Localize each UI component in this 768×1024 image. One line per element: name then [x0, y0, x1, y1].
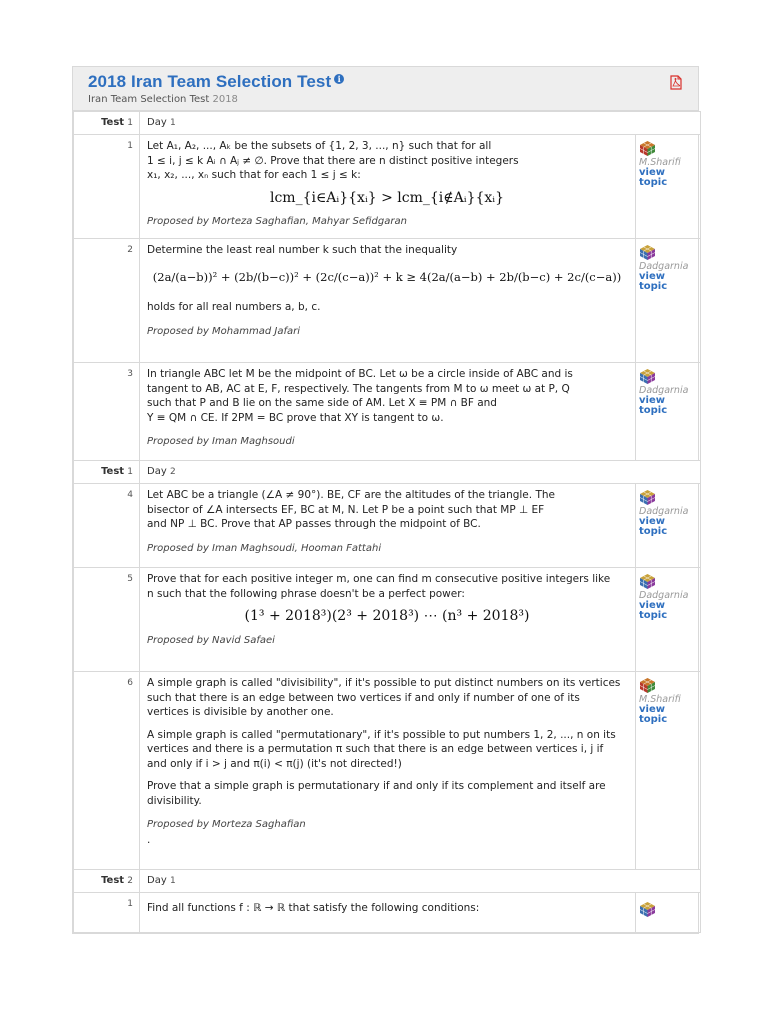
view-topic-link[interactable]: view topic	[639, 600, 668, 621]
contest-title[interactable]	[88, 72, 344, 92]
view-topic-link[interactable]: view topic	[639, 704, 668, 725]
poster-cell	[636, 239, 701, 363]
problem-row	[74, 672, 701, 870]
problem-statement: A simple graph is called "divisibility", if it's possible to put distinct numbers on its vertices such that there is an edge between two vertices if and only if number of one of its vertices is divisible by another one. A simple graph is called "permutationary", if it's possible to put numbers 1, 2, ..., n on its vertices and there is a permutation π such that there is an edge between vertices i, j if and only if i > j and π(i) < π(j) (it's not directed!) Prove that a simple graph is permutationary if and only if its complement and itself are divisibility. Proposed by Morteza Saghafian .	[140, 672, 636, 870]
problem-author: Proposed by Morteza Saghafian	[147, 819, 306, 830]
poster-cell	[636, 672, 701, 870]
section-day: Day 1	[140, 112, 701, 135]
problem-author: Proposed by Morteza Saghafian, Mahyar Sefidgaran	[147, 216, 407, 227]
problem-number: 2	[74, 239, 140, 363]
problem-row	[74, 363, 701, 461]
pdf-icon[interactable]	[670, 75, 682, 90]
cube-avatar-icon[interactable]	[639, 244, 656, 261]
section-label: Test 1	[74, 461, 140, 484]
section-label: Test 1	[74, 112, 140, 135]
topic-list-panel	[72, 66, 699, 934]
problem-statement: In triangle ABC let M be the midpoint of BC. Let ω be a circle inside of ABC and is tangent to AB, AC at E, F, respectively. The tangents from M to ω meet ω at P, Q such that P and B lie on the same side of AM. Let X ≡ PM ∩ BF and Y ≡ QM ∩ CE. If 2PM = BC prove that XY is tangent to ω. Proposed by Iman Maghsoudi	[140, 363, 636, 461]
problem-number: 4	[74, 484, 140, 568]
problem-row	[74, 893, 701, 933]
contest-header	[73, 67, 698, 111]
problem-row	[74, 135, 701, 239]
problem-number: 3	[74, 363, 140, 461]
problem-row	[74, 568, 701, 672]
display-formula: lcm_{i∈Aᵢ}{xᵢ} > lcm_{i∉Aᵢ}{xᵢ}	[269, 189, 505, 206]
section-day: Day 1	[140, 870, 701, 893]
problem-number: 5	[74, 568, 140, 672]
problem-author: Proposed by Mohammad Jafari	[147, 325, 301, 337]
poster-name[interactable]: Dadgarnia	[639, 506, 689, 517]
view-topic-link[interactable]: view topic	[639, 516, 668, 537]
display-formula: (1³ + 2018³)(2³ + 2018³) ⋯ (n³ + 2018³)	[244, 608, 530, 624]
poster-cell	[636, 363, 701, 461]
cube-avatar-icon[interactable]	[639, 489, 656, 506]
cube-avatar-icon[interactable]	[639, 677, 656, 694]
problem-statement: Let A₁, A₂, ..., Aₖ be the subsets of {1, 2, 3, ..., n} such that for all 1 ≤ i, j ≤ k Aᵢ ∩ Aⱼ ≠ ∅. Prove that there are n distinct positive integers x₁, x₂, ..., xₙ such that for each 1 ≤ j ≤ k: lcm_{i∈Aᵢ}{xᵢ} > lcm_{i∉Aᵢ}{xᵢ} Proposed by Morteza Saghafian, Mahyar Sefidgaran	[140, 135, 636, 239]
problem-statement: Prove that for each positive integer m, one can find m consecutive positive integers like n such that the following phrase doesn't be a perfect power: (1³ + 2018³)(2³ + 2018³) ⋯ (n³ + 2018³) Proposed by Navid Safaei	[140, 568, 636, 672]
view-topic-link[interactable]: view topic	[639, 271, 668, 292]
cube-avatar-icon[interactable]	[639, 140, 656, 157]
poster-name[interactable]: Dadgarnia	[639, 385, 689, 396]
problem-number: 1	[74, 135, 140, 239]
display-formula: (2a/(a−b))² + (2b/(b−c))² + (2c/(c−a))² + k ≥ 4(2a/(a−b) + 2b/(b−c) + 2c/(c−a))	[152, 269, 622, 284]
problem-author: Proposed by Navid Safaei	[147, 634, 275, 646]
contest-title-text[interactable]: 2018 Iran Team Selection Test	[88, 72, 332, 91]
cube-avatar-icon[interactable]	[639, 901, 656, 918]
section-row	[74, 870, 701, 893]
view-topic-link[interactable]: view topic	[639, 395, 668, 416]
problem-statement: Determine the least real number k such that the inequality (2a/(a−b))² + (2b/(b−c))² + (2c/(c−a))² + k ≥ 4(2a/(a−b) + 2b/(b−c) + 2c/(c−a)) holds for all real numbers a, b, c. Proposed by Mohammad Jafari	[140, 239, 636, 363]
contest-subtitle: Iran Team Selection Test 2018	[88, 94, 238, 105]
section-row	[74, 112, 701, 135]
problem-number: 6	[74, 672, 140, 870]
poster-cell	[636, 893, 701, 933]
poster-name[interactable]: Dadgarnia	[639, 590, 689, 601]
section-label: Test 2	[74, 870, 140, 893]
poster-cell	[636, 484, 701, 568]
info-icon[interactable]: i	[334, 74, 344, 84]
section-row	[74, 461, 701, 484]
problem-number: 1	[74, 893, 140, 933]
problem-author: Proposed by Iman Maghsoudi	[147, 436, 295, 447]
problem-author: Proposed by Iman Maghsoudi, Hooman Fattahi	[147, 542, 382, 554]
poster-cell	[636, 135, 701, 239]
poster-name[interactable]: Dadgarnia	[639, 261, 689, 272]
problems-table	[73, 111, 701, 933]
poster-name[interactable]: M.Sharifi	[639, 157, 681, 168]
problem-statement: Find all functions f : ℝ → ℝ that satisfy the following conditions:	[140, 893, 636, 933]
poster-cell	[636, 568, 701, 672]
problem-statement: Let ABC be a triangle (∠A ≠ 90°). BE, CF are the altitudes of the triangle. The bisector of ∠A intersects EF, BC at M, N. Let P be a point such that MP ⊥ EF and NP ⊥ BC. Prove that AP passes through the midpoint of BC. Proposed by Iman Maghsoudi, Hooman Fattahi	[140, 484, 636, 568]
problem-row	[74, 239, 701, 363]
cube-avatar-icon[interactable]	[639, 368, 656, 385]
view-topic-link[interactable]: view topic	[639, 167, 668, 188]
problem-row	[74, 484, 701, 568]
section-day: Day 2	[140, 461, 701, 484]
cube-avatar-icon[interactable]	[639, 573, 656, 590]
poster-name[interactable]: M.Sharifi	[639, 694, 681, 705]
